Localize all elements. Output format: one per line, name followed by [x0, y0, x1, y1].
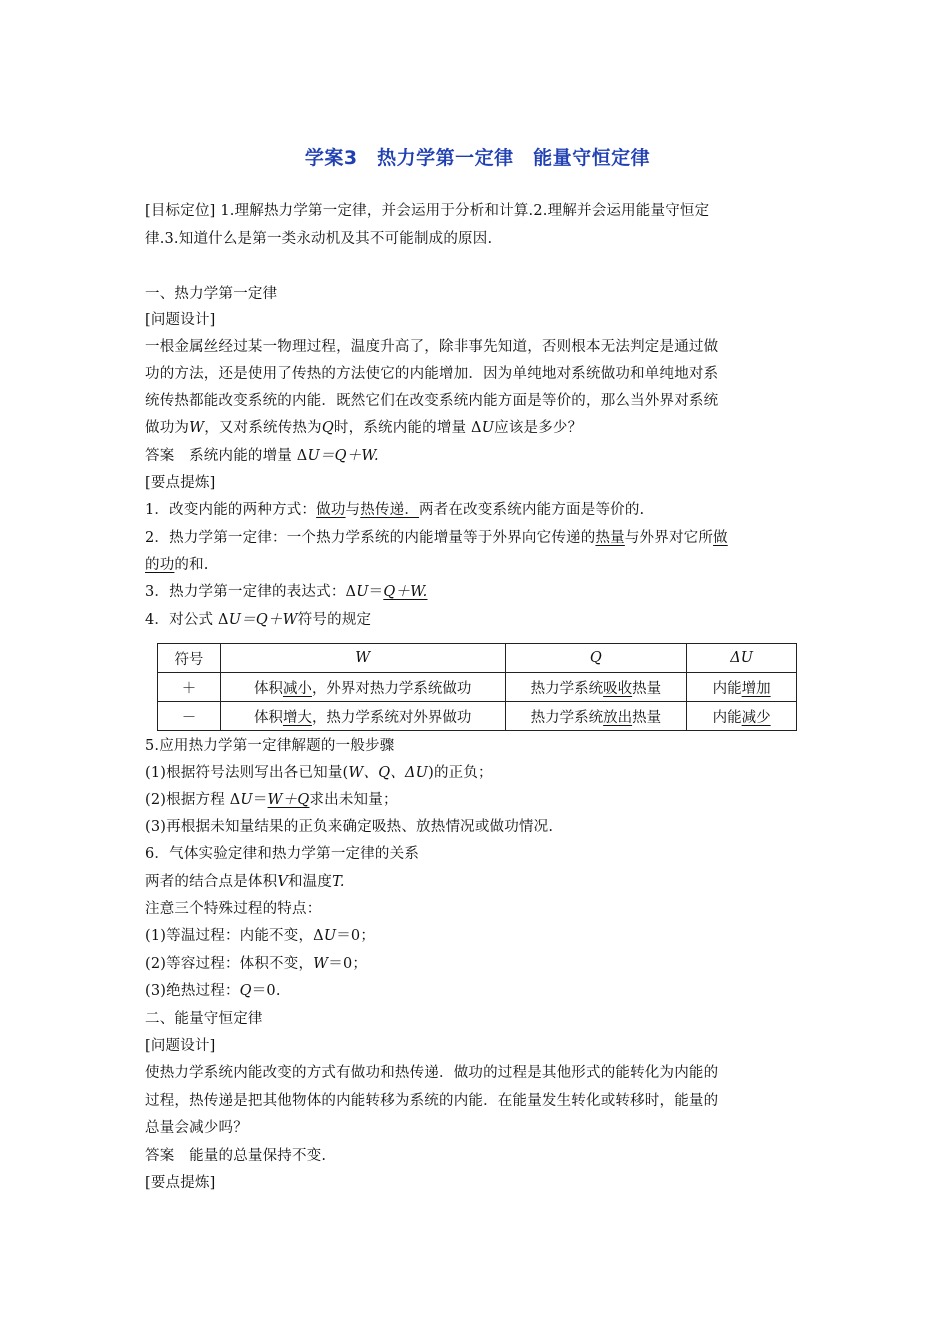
point-6-isochoric: (2)等容过程：体积不变，W＝0；	[145, 956, 368, 972]
point-3: 3．热力学第一定律的表达式：ΔU＝Q＋W.	[145, 584, 428, 600]
objective-line-2: 律.3.知道什么是第一类永动机及其不可能制成的原因.	[145, 231, 493, 247]
point-6: 6．气体实验定律和热力学第一定律的关系	[145, 846, 420, 862]
section2-answer: 答案 能量的总量保持不变.	[145, 1148, 327, 1164]
point-5-step-2: (2)根据方程 ΔU＝W＋Q求出未知量；	[145, 792, 398, 808]
table-cell-sign: ＋	[158, 673, 221, 702]
objective-line-1: [目标定位] 1.理解热力学第一定律，并会运用于分析和计算.2.理解并会运用能量守恒定	[145, 203, 710, 219]
point-5-step-1: (1)根据符号法则写出各已知量(W、Q、ΔU)的正负；	[145, 765, 493, 781]
table-cell-q: 热力学系统放出热量	[505, 702, 687, 731]
point-2-line-1: 2．热力学第一定律：一个热力学系统的内能增量等于外界向它传递的热量与外界对它所做	[145, 530, 728, 546]
table-header-cell: W	[220, 644, 505, 673]
table-header-cell: 符号	[158, 644, 221, 673]
point-6-adiabatic: (3)绝热过程：Q＝0.	[145, 983, 281, 999]
table-row	[158, 702, 797, 731]
point-1: 1．改变内能的两种方式：做功与热传递．两者在改变系统内能方面是等价的.	[145, 502, 645, 518]
point-5-step-3: (3)再根据未知量结果的正负来确定吸热、放热情况或做功情况.	[145, 819, 554, 835]
table-row	[158, 673, 797, 702]
section1-points-label: [要点提炼]	[145, 475, 216, 491]
point-5: 5.应用热力学第一定律解题的一般步骤	[145, 738, 395, 754]
section1-design-line-3: 统传热都能改变系统的内能．既然它们在改变系统内能方面是等价的，那么当外界对系统	[145, 393, 719, 409]
section1-answer: 答案 系统内能的增量 ΔU＝Q＋W.	[145, 448, 379, 464]
sign-convention-table	[157, 643, 797, 731]
section2-design-line-1: 使热力学系统内能改变的方式有做功和热传递．做功的过程是其他形式的能转化为内能的	[145, 1065, 719, 1081]
table-header-cell: Q	[505, 644, 687, 673]
table-cell-w: 体积减小，外界对热力学系统做功	[220, 673, 505, 702]
section2-design-label: [问题设计]	[145, 1038, 216, 1054]
section1-design-line-1: 一根金属丝经过某一物理过程，温度升高了，除非事先知道，否则根本无法判定是通过做	[145, 339, 719, 355]
table-header-row	[158, 644, 797, 673]
section2-design-line-2: 过程，热传递是把其他物体的内能转移为系统的内能．在能量发生转化或转移时，能量的	[145, 1093, 719, 1109]
page-title: 学案3 热力学第一定律 能量守恒定律	[304, 147, 651, 169]
table-cell-u: 内能增加	[687, 673, 797, 702]
section1-design-label: [问题设计]	[145, 312, 216, 328]
section1-heading: 一、热力学第一定律	[145, 286, 278, 302]
table-cell-u: 内能减少	[687, 702, 797, 731]
point-6-combination: 两者的结合点是体积V和温度T.	[145, 874, 345, 890]
point-6-note: 注意三个特殊过程的特点：	[145, 901, 322, 917]
table-cell-q: 热力学系统吸收热量	[505, 673, 687, 702]
point-2-line-2: 的功的和.	[145, 557, 209, 573]
section1-design-line-4: 做功为W，又对系统传热为Q时，系统内能的增量 ΔU应该是多少？	[145, 420, 583, 436]
point-4: 4．对公式 ΔU＝Q＋W符号的规定	[145, 612, 372, 628]
point-6-isothermal: (1)等温过程：内能不变，ΔU＝0；	[145, 928, 376, 944]
section2-design-line-3: 总量会减少吗？	[145, 1120, 248, 1136]
table-cell-w: 体积增大，热力学系统对外界做功	[220, 702, 505, 731]
section1-design-line-2: 功的方法，还是使用了传热的方法使它的内能增加．因为单纯地对系统做功和单纯地对系	[145, 366, 719, 382]
section2-points-label: [要点提炼]	[145, 1175, 216, 1191]
section2-heading: 二、能量守恒定律	[145, 1011, 263, 1027]
table-header-cell: ΔU	[687, 644, 797, 673]
table-cell-sign: －	[158, 702, 221, 731]
